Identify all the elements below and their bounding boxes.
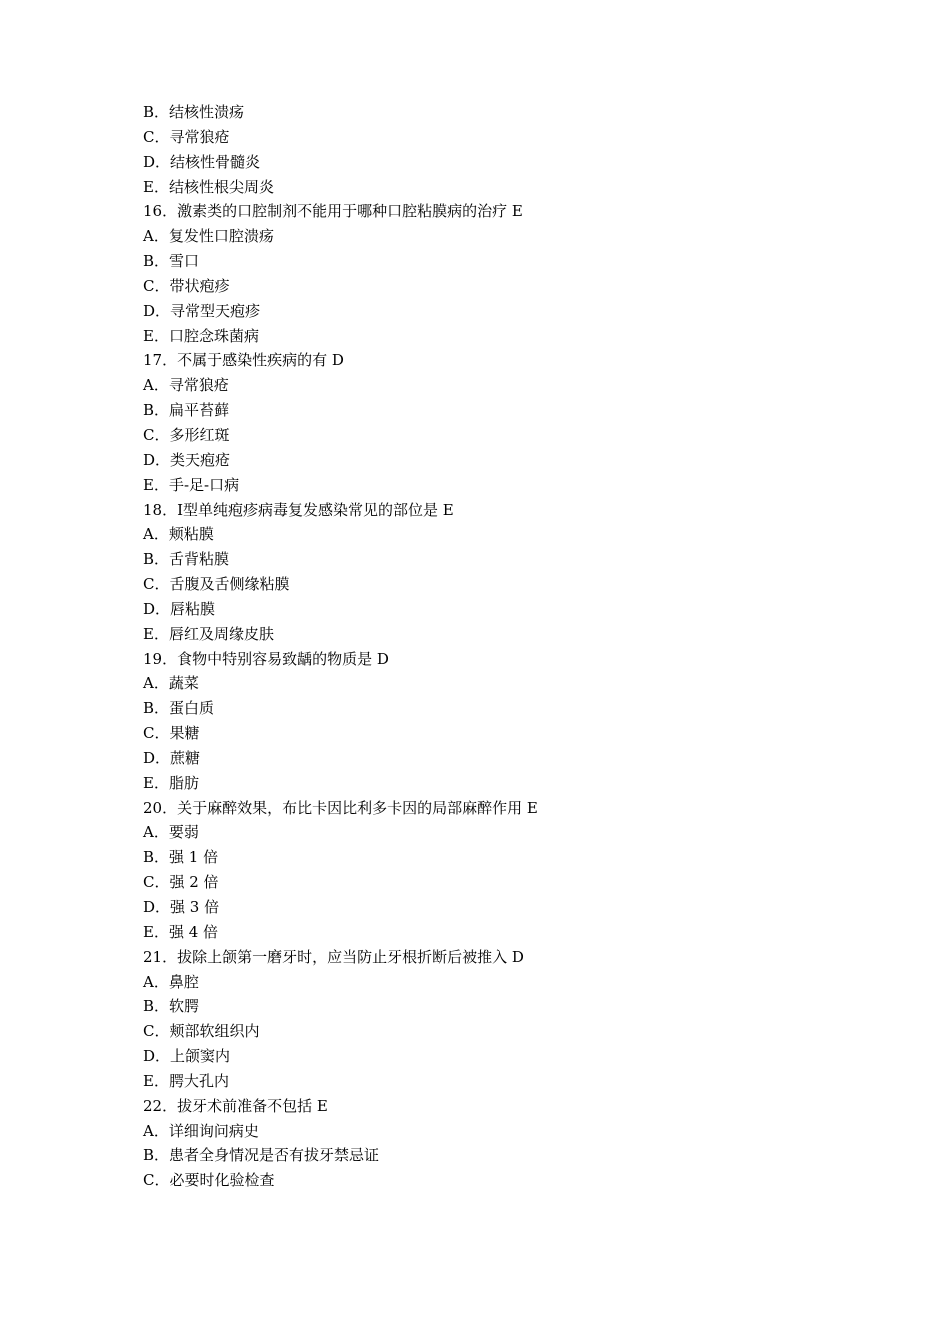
option-line: A．要弱 [143, 823, 199, 842]
question-line: 22．拔牙术前准备不包括 E [143, 1096, 328, 1115]
question-line: 20．关于麻醉效果，布比卡因比利多卡因的局部麻醉作用 E [143, 798, 538, 817]
option-line: C．带状疱疹 [143, 276, 230, 295]
option-line: D．类天疱疮 [143, 450, 231, 469]
question-line: 17．不属于感染性疾病的有 D [143, 351, 344, 370]
option-line: D．上颌窦内 [143, 1047, 231, 1066]
option-line: B．患者全身情况是否有拔牙禁忌证 [143, 1146, 380, 1165]
option-line: E．口腔念珠菌病 [143, 326, 259, 345]
option-line: E．强 4 倍 [143, 922, 219, 941]
option-line: E．脂肪 [143, 773, 199, 792]
question-line: 18．Ⅰ型单纯疱疹病毒复发感染常见的部位是 E [143, 500, 454, 519]
option-line: C．果糖 [143, 724, 200, 743]
option-line: A．蔬菜 [143, 674, 199, 693]
question-line: 16．激素类的口腔制剂不能用于哪种口腔粘膜病的治疗 E [143, 202, 523, 221]
option-line: A．复发性口腔溃疡 [143, 227, 274, 246]
option-line: A．鼻腔 [143, 972, 199, 991]
option-line: E．唇红及周缘皮肤 [143, 624, 274, 643]
option-line: A．颊粘膜 [143, 525, 214, 544]
option-line: E．结核性根尖周炎 [143, 177, 274, 196]
option-line: B．蛋白质 [143, 699, 215, 718]
option-line: B．雪口 [143, 252, 200, 271]
option-line: B．强 1 倍 [143, 848, 219, 867]
option-line: B．结核性溃疡 [143, 103, 245, 121]
option-line: C．必要时化验检查 [143, 1171, 275, 1190]
option-line: C．多形红斑 [143, 425, 230, 444]
option-line: E．腭大孔内 [143, 1071, 229, 1090]
option-line: D．结核性骨髓炎 [143, 152, 261, 171]
option-line: C．寻常狼疮 [143, 127, 230, 146]
option-line: A．详细询问病史 [143, 1121, 259, 1140]
question-line: 21．拔除上颌第一磨牙时，应当防止牙根折断后被推入 D [143, 947, 524, 966]
option-line: D．蔗糖 [143, 748, 201, 767]
option-line: D．唇粘膜 [143, 599, 216, 618]
option-line: C．强 2 倍 [143, 873, 219, 892]
option-line: B．舌背粘膜 [143, 550, 230, 569]
question-line: 19．食物中特别容易致龋的物质是 D [143, 649, 389, 668]
option-line: C．舌腹及舌侧缘粘膜 [143, 575, 290, 594]
option-line: E．手-足-口病 [143, 475, 240, 494]
option-line: B．软腭 [143, 997, 200, 1016]
option-line: C．颊部软组织内 [143, 1022, 260, 1041]
option-line: D．寻常型天疱疹 [143, 301, 261, 320]
document-body [143, 100, 903, 1193]
option-line: D．强 3 倍 [143, 898, 220, 916]
option-line: A．寻常狼疮 [143, 376, 229, 395]
option-line: B．扁平苔藓 [143, 401, 230, 420]
